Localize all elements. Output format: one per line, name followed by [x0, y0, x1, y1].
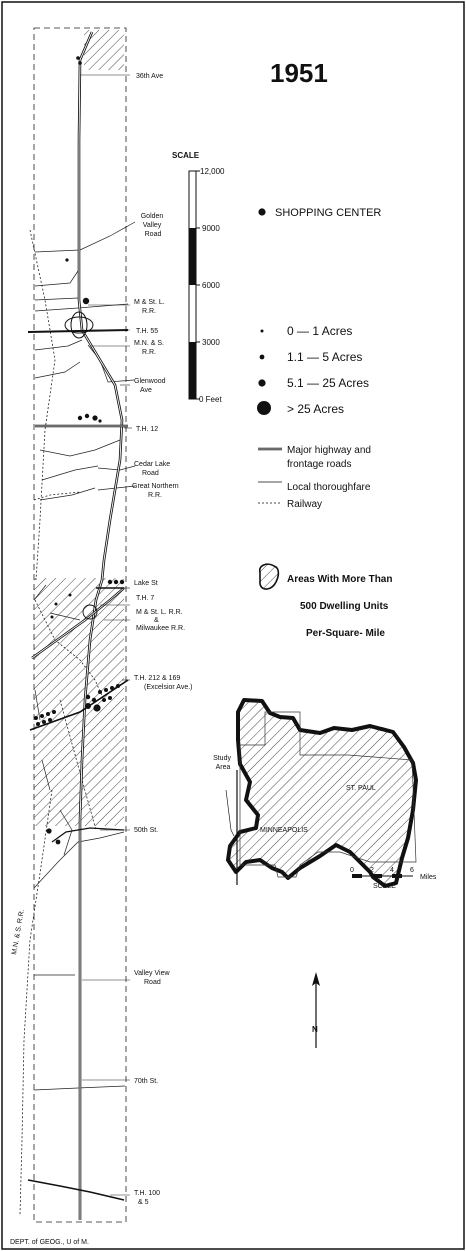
- dense-area-central: [34, 578, 124, 826]
- interchange-th55: [65, 312, 93, 338]
- label-th7: T.H. 7: [136, 595, 155, 602]
- svg-text:4: 4: [390, 867, 394, 874]
- legend-density-line1: Areas With More Than: [287, 574, 393, 585]
- svg-text:6: 6: [410, 867, 414, 874]
- label-great-northern: Great Northern R.R.: [132, 483, 179, 499]
- legend-size-1-5: 1.1 — 5 Acres: [287, 350, 363, 364]
- legend-shopping-dot: [258, 208, 265, 215]
- inset-study-area-label: Study Area: [213, 755, 231, 771]
- north-label: N: [312, 1025, 318, 1034]
- label-70th-st: 70th St.: [134, 1078, 159, 1085]
- legend-dot-5-25: [258, 379, 265, 386]
- legend-density-line3: Per-Square- Mile: [306, 628, 385, 639]
- north-arrow: [312, 972, 320, 1048]
- map-title-year: 1951: [270, 58, 328, 88]
- label-lake-st: Lake St: [134, 580, 158, 587]
- label-valley-view: Valley View Road: [134, 970, 170, 986]
- svg-text:Miles: Miles: [420, 874, 437, 881]
- legend: [257, 207, 392, 639]
- label-th12: T.H. 12: [136, 426, 159, 433]
- scale-bar: [172, 151, 225, 404]
- scale-tick-12000: 12,000: [200, 167, 225, 176]
- inset-minneapolis-label: MINNEAPOLIS: [260, 827, 308, 834]
- label-cedar-lake: Cedar Lake Road: [134, 461, 171, 477]
- label-50th-st: 50th St.: [134, 827, 159, 834]
- inset-dense-area: [228, 700, 416, 886]
- legend-size-over-25: > 25 Acres: [287, 402, 345, 416]
- legend-shopping-center: SHOPPING CENTER: [275, 207, 382, 219]
- legend-dot-0-1: [261, 330, 264, 333]
- label-mns-vertical: M.N. & S. R.R.: [11, 908, 26, 956]
- label-mns-rr-1: M.N. & S. R.R.: [134, 340, 164, 356]
- svg-text:SCALE: SCALE: [373, 883, 396, 890]
- legend-railway: Railway: [287, 499, 323, 510]
- legend-dot-over-25: [257, 401, 271, 415]
- inset-study-pointer: [226, 790, 234, 836]
- inset-map: [213, 700, 437, 890]
- label-mstl-rr-1: M & St. L. R.R.: [134, 299, 165, 315]
- svg-text:2: 2: [370, 867, 374, 874]
- scale-tick-0: 0 Feet: [199, 395, 222, 404]
- label-th55: T.H. 55: [136, 328, 159, 335]
- scale-title: SCALE: [172, 151, 200, 160]
- legend-local: Local thoroughfare: [287, 482, 371, 493]
- legend-dot-1-5: [260, 355, 265, 360]
- footer-credit: DEPT. of GEOG., U of M.: [10, 1239, 89, 1246]
- scale-tick-6000: 6000: [202, 281, 220, 290]
- label-th100: T.H. 100 & 5: [134, 1190, 161, 1206]
- legend-size-0-1: 0 — 1 Acres: [287, 324, 353, 338]
- legend-density-swatch: [260, 564, 279, 589]
- label-mstl-milwaukee: M & St. L. R.R. & Milwaukee R.R.: [136, 609, 186, 632]
- label-golden-valley: Golden Valley Road: [140, 213, 164, 238]
- legend-density-line2: 500 Dwelling Units: [300, 601, 389, 612]
- label-th212: T.H. 212 & 169 (Excelsior Ave.): [134, 675, 193, 691]
- inset-st-paul-label: ST. PAUL: [346, 785, 376, 792]
- legend-size-5-25: 5.1 — 25 Acres: [287, 376, 370, 390]
- svg-text:0: 0: [350, 867, 354, 874]
- label-glenwood: Glenwood Ave: [134, 378, 166, 394]
- scale-tick-9000: 9000: [202, 224, 220, 233]
- scale-tick-3000: 3000: [202, 338, 220, 347]
- label-36th-ave: 36th Ave: [136, 73, 164, 80]
- legend-major-highway: Major highway and frontage roads: [287, 445, 371, 470]
